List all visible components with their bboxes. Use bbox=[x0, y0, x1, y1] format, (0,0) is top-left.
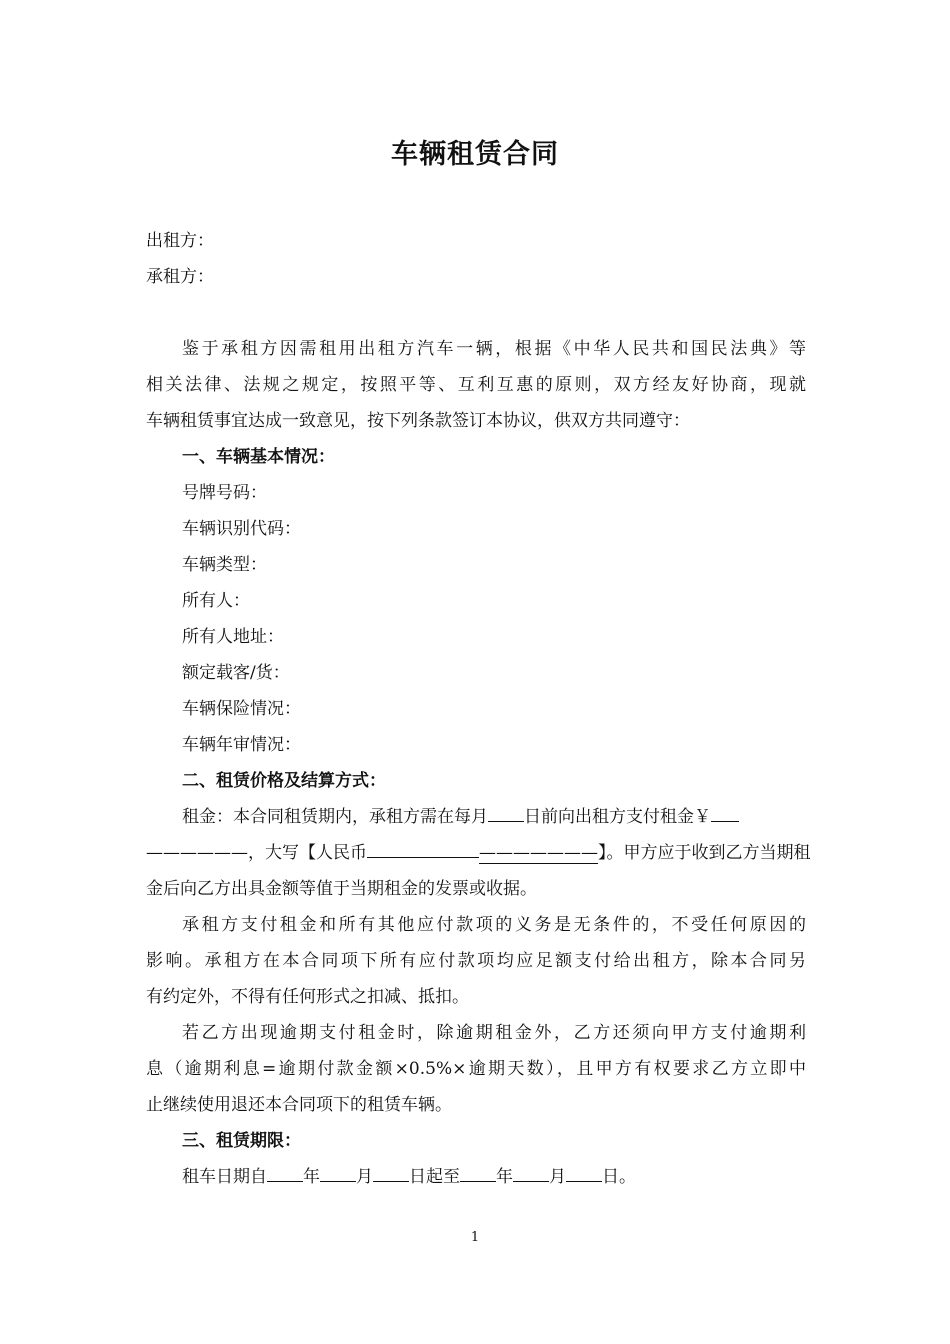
section2-heading: 二、租赁价格及结算方式： bbox=[182, 771, 386, 791]
document-title: 车辆租赁合同 bbox=[391, 139, 559, 170]
vehicle-field: 车辆保险情况： bbox=[182, 699, 301, 719]
vehicle-field: 车辆年审情况： bbox=[182, 735, 301, 755]
payment-clause-line: 影响。承租方在本合同项下所有应付款项均应足额支付给出租方，除本合同另 bbox=[146, 951, 806, 971]
preamble-line: 相关法律、法规之规定，按照平等、互利互惠的原则，双方经友好协商，现就 bbox=[146, 375, 806, 395]
payment-clause-line: 承租方支付租金和所有其他应付款项的义务是无条件的，不受任何原因的 bbox=[182, 915, 806, 935]
start-month-blank bbox=[320, 1165, 356, 1182]
amount-blank bbox=[711, 805, 739, 822]
late-payment-line: 息（逾期利息=逾期付款金额×0.5%×逾期天数），且甲方有权要求乙方立即中 bbox=[146, 1059, 806, 1079]
start-day-blank bbox=[373, 1165, 409, 1182]
vehicle-field: 号牌号码： bbox=[182, 483, 267, 503]
preamble-line: 车辆租赁事宜达成一致意见，按下列条款签订本协议，供双方共同遵守： bbox=[146, 411, 690, 431]
vehicle-field: 车辆识别代码： bbox=[182, 519, 301, 539]
end-day-blank bbox=[566, 1165, 602, 1182]
late-payment-line: 若乙方出现逾期支付租金时，除逾期租金外，乙方还须向甲方支付逾期利 bbox=[182, 1023, 806, 1043]
payment-clause-line: 有约定外，不得有任何形式之扣减、抵扣。 bbox=[146, 987, 469, 1007]
vehicle-field: 额定载客/货： bbox=[182, 663, 290, 683]
vehicle-field: 车辆类型： bbox=[182, 555, 267, 575]
rent-clause-line: 金后向乙方出具金额等值于当期租金的发票或收据。 bbox=[146, 879, 537, 899]
rent-text: 】。甲方应于收到乙方当期租 bbox=[598, 843, 811, 863]
period-text: 租车日期自 bbox=[182, 1167, 267, 1187]
section3-heading: 三、租赁期限： bbox=[182, 1131, 301, 1151]
rent-text: ——————，大写【人民币 bbox=[146, 843, 367, 863]
rent-clause-line bbox=[182, 805, 806, 829]
end-month-blank bbox=[513, 1165, 549, 1182]
vehicle-field: 所有人地址： bbox=[182, 627, 284, 647]
period-text: 月 bbox=[549, 1167, 566, 1187]
rent-clause-line bbox=[146, 841, 811, 865]
end-year-blank bbox=[460, 1165, 496, 1182]
section1-heading: 一、车辆基本情况： bbox=[182, 447, 335, 467]
preamble-line: 鉴于承租方因需租用出租方汽车一辆，根据《中华人民共和国民法典》等 bbox=[182, 339, 806, 359]
period-text: 日。 bbox=[602, 1167, 636, 1187]
period-text: 日起至 bbox=[409, 1167, 460, 1187]
amount-words-blank bbox=[367, 841, 479, 858]
period-text: 年 bbox=[303, 1167, 320, 1187]
page-number: 1 bbox=[470, 1230, 480, 1245]
late-payment-line: 止继续使用退还本合同项下的租赁车辆。 bbox=[146, 1095, 452, 1115]
vehicle-field: 所有人： bbox=[182, 591, 250, 611]
day-blank bbox=[488, 805, 524, 822]
lessor-label: 出租方： bbox=[146, 231, 214, 251]
lease-period-line bbox=[182, 1165, 806, 1189]
rent-text: 租金：本合同租赁期内，承租方需在每月 bbox=[182, 807, 488, 827]
period-text: 年 bbox=[496, 1167, 513, 1187]
period-text: 月 bbox=[356, 1167, 373, 1187]
rent-text: ——————— bbox=[479, 843, 598, 863]
rent-text: 日前向出租方支付租金￥ bbox=[524, 807, 711, 827]
lessee-label: 承租方： bbox=[146, 267, 214, 287]
start-year-blank bbox=[267, 1165, 303, 1182]
